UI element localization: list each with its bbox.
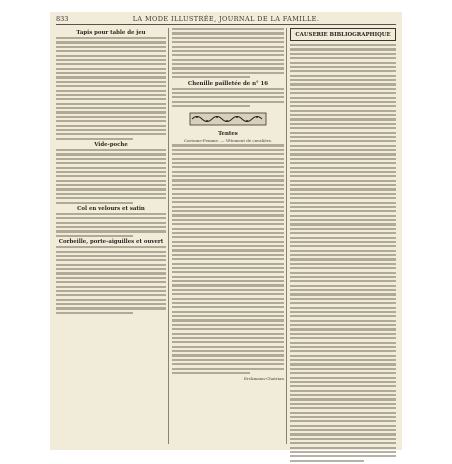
- header-rule: [56, 24, 396, 25]
- body-text: [56, 246, 166, 314]
- section-heading: Tapis pour table de jeu: [76, 30, 146, 36]
- body-text: [172, 144, 284, 374]
- section-heading: Tentes: [218, 131, 238, 138]
- newspaper-page: [50, 12, 402, 450]
- column-right: [290, 28, 396, 464]
- section-heading: Vide-poche: [94, 142, 128, 148]
- body-text: [290, 44, 396, 462]
- caption: Costume-Femme. — Vêtement de cavalière.: [183, 138, 273, 144]
- signature: Erckmann-Chatrian: [244, 376, 284, 382]
- page-header: [50, 14, 402, 24]
- body-text: [56, 37, 166, 140]
- section-heading-box: [290, 28, 396, 41]
- journal-title: LA MODE ILLUSTRÉE, JOURNAL DE LA FAMILLE.: [132, 15, 320, 23]
- body-text: [172, 28, 284, 78]
- section-heading: Corbeille, porte-aiguilles et ouvert: [58, 239, 164, 246]
- body-text: [172, 88, 284, 108]
- body-text: [56, 149, 166, 204]
- section-heading: Chenille pailletée de n° 16: [187, 80, 269, 87]
- embroidery-illustration: [189, 109, 267, 129]
- column-divider: [168, 28, 169, 444]
- column-middle: [172, 28, 284, 381]
- body-text: [56, 213, 166, 237]
- section-heading: CAUSERIE BIBLIOGRAPHIQUE: [295, 32, 391, 38]
- page-number: 833: [56, 15, 69, 23]
- column-left: [56, 28, 166, 316]
- section-heading: Col en velours et satin: [77, 205, 145, 212]
- column-divider: [286, 28, 287, 444]
